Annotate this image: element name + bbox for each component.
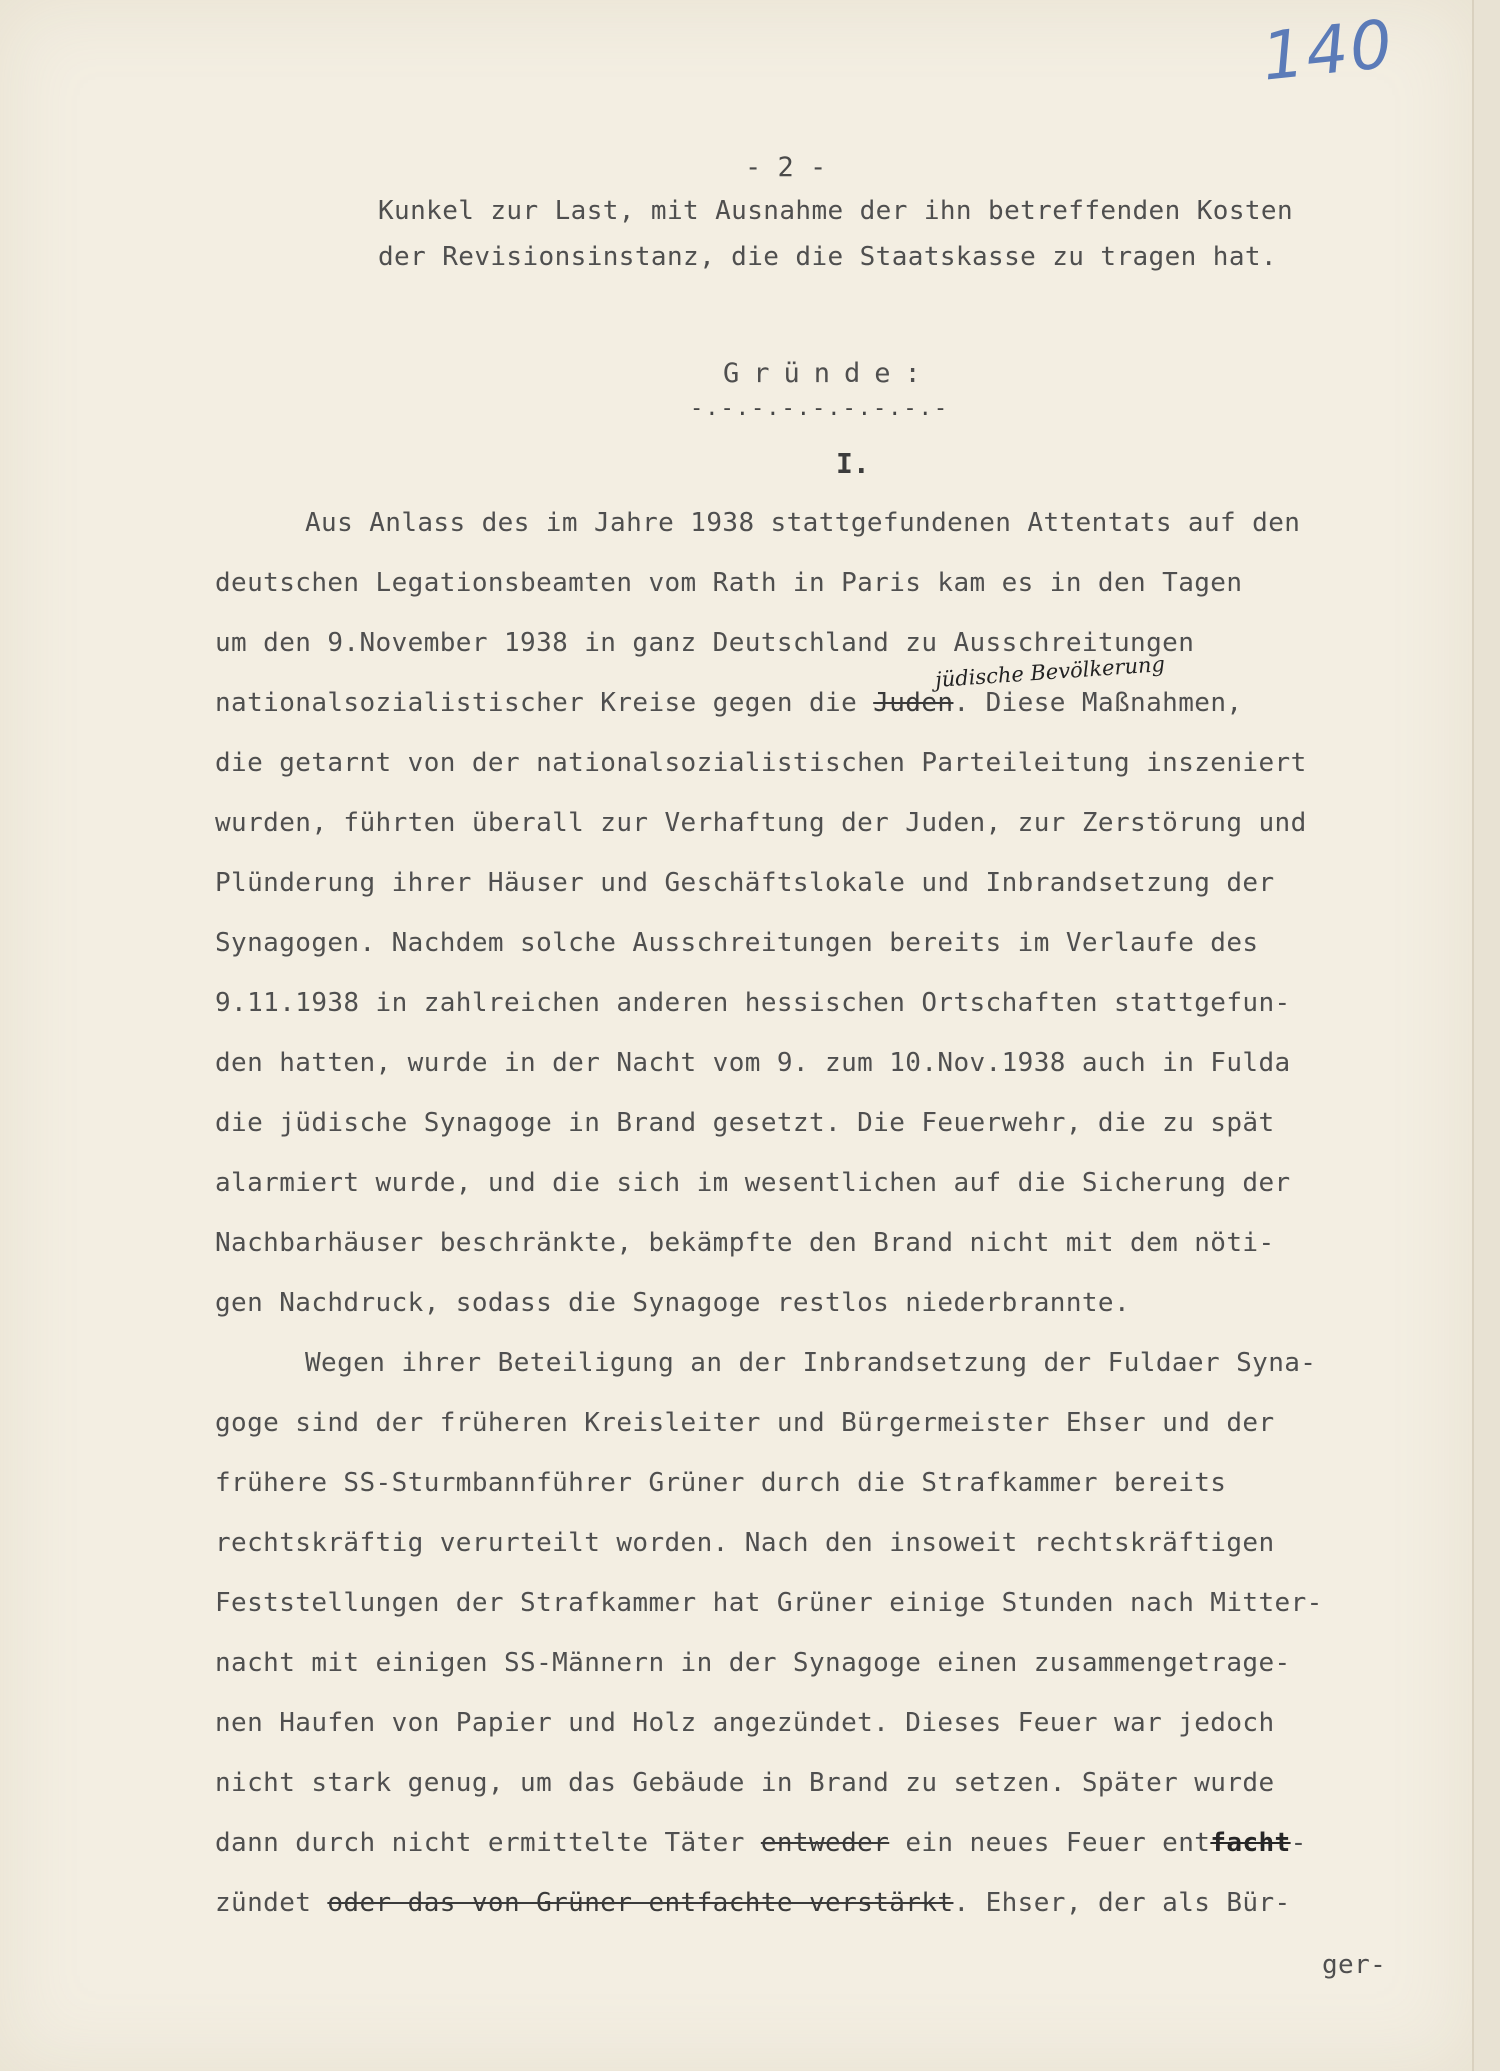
- text-segment: ein neues Feuer ent: [889, 1828, 1211, 1858]
- struck-phrase: oder das von Grüner entfachte verstärkt: [327, 1888, 954, 1918]
- text-line: [215, 1888, 1291, 1918]
- text-line: den hatten, wurde in der Nacht vom 9. zum 10.Nov.1938 auch in Fulda: [215, 1048, 1291, 1078]
- section-number: I.: [836, 447, 870, 480]
- text-line: alarmiert wurde, und die sich im wesentlichen auf die Sicherung der: [215, 1168, 1291, 1198]
- text-line: Feststellungen der Strafkammer hat Grüner einige Stunden nach Mitter-: [215, 1588, 1323, 1618]
- text-line: nicht stark genug, um das Gebäude in Brand zu setzen. Später wurde: [215, 1768, 1275, 1798]
- struck-word: facht: [1210, 1828, 1291, 1858]
- text-line: wurden, führten überall zur Verhaftung der Juden, zur Zerstörung und: [215, 808, 1307, 838]
- text-line: nacht mit einigen SS-Männern in der Synagoge einen zusammengetrage-: [215, 1648, 1291, 1678]
- text-line: gen Nachdruck, sodass die Synagoge restlos niederbrannte.: [215, 1288, 1131, 1318]
- heading-underline: -.-.-.-.-.-.-.-.-: [690, 396, 950, 421]
- text-line: [215, 688, 1242, 718]
- intro-line: Kunkel zur Last, mit Ausnahme der ihn betreffenden Kosten: [378, 196, 1294, 226]
- handwritten-insertion: jüdische Bevölkerung: [934, 652, 1166, 692]
- text-line: die jüdische Synagoge in Brand gesetzt. Die Feuerwehr, die zu spät: [215, 1108, 1275, 1138]
- text-line: Wegen ihrer Beteiligung an der Inbrandsetzung der Fuldaer Syna-: [305, 1348, 1317, 1378]
- text-line: rechtskräftig verurteilt worden. Nach den insoweit rechtskräftigen: [215, 1528, 1275, 1558]
- text-segment: nationalsozialistischer Kreise gegen die: [215, 688, 874, 718]
- text-line: frühere SS-Sturmbannführer Grüner durch die Strafkammer bereits: [215, 1468, 1227, 1498]
- text-line: [215, 1828, 1307, 1858]
- text-line: Synagogen. Nachdem solche Ausschreitungen bereits im Verlaufe des: [215, 928, 1259, 958]
- text-segment: zündet: [215, 1888, 328, 1918]
- struck-word: entweder: [760, 1828, 890, 1858]
- text-line: deutschen Legationsbeamten vom Rath in Paris kam es in den Tagen: [215, 568, 1243, 598]
- text-segment: . Ehser, der als Bür-: [953, 1888, 1291, 1918]
- text-line: die getarnt von der nationalsozialistischen Parteileitung inszeniert: [215, 748, 1307, 778]
- text-line: um den 9.November 1938 in ganz Deutschland zu Ausschreitungen: [215, 628, 1195, 658]
- text-segment: -: [1290, 1828, 1307, 1858]
- text-line: Nachbarhäuser beschränkte, bekämpfte den Brand nicht mit dem nöti-: [215, 1228, 1275, 1258]
- text-line: 9.11.1938 in zahlreichen anderen hessischen Ortschaften stattgefun-: [215, 988, 1291, 1018]
- intro-line: der Revisionsinstanz, die die Staatskasse zu tragen hat.: [378, 242, 1277, 272]
- text-segment: . Diese Maßnahmen,: [953, 688, 1243, 718]
- text-line: Aus Anlass des im Jahre 1938 stattgefundenen Attentats auf den: [305, 508, 1301, 538]
- text-line: Plünderung ihrer Häuser und Geschäftslokale und Inbrandsetzung der: [215, 868, 1275, 898]
- page-number: - 2 -: [745, 152, 827, 183]
- catchword: ger-: [1322, 1950, 1387, 1980]
- archive-number: 140: [1258, 5, 1398, 96]
- text-line: goge sind der früheren Kreisleiter und Bürgermeister Ehser und der: [215, 1408, 1275, 1438]
- text-segment: dann durch nicht ermittelte Täter: [215, 1828, 761, 1858]
- section-heading: Gründe:: [723, 358, 935, 389]
- text-line: nen Haufen von Papier und Holz angezündet. Dieses Feuer war jedoch: [215, 1708, 1275, 1738]
- struck-word: Juden: [873, 688, 954, 718]
